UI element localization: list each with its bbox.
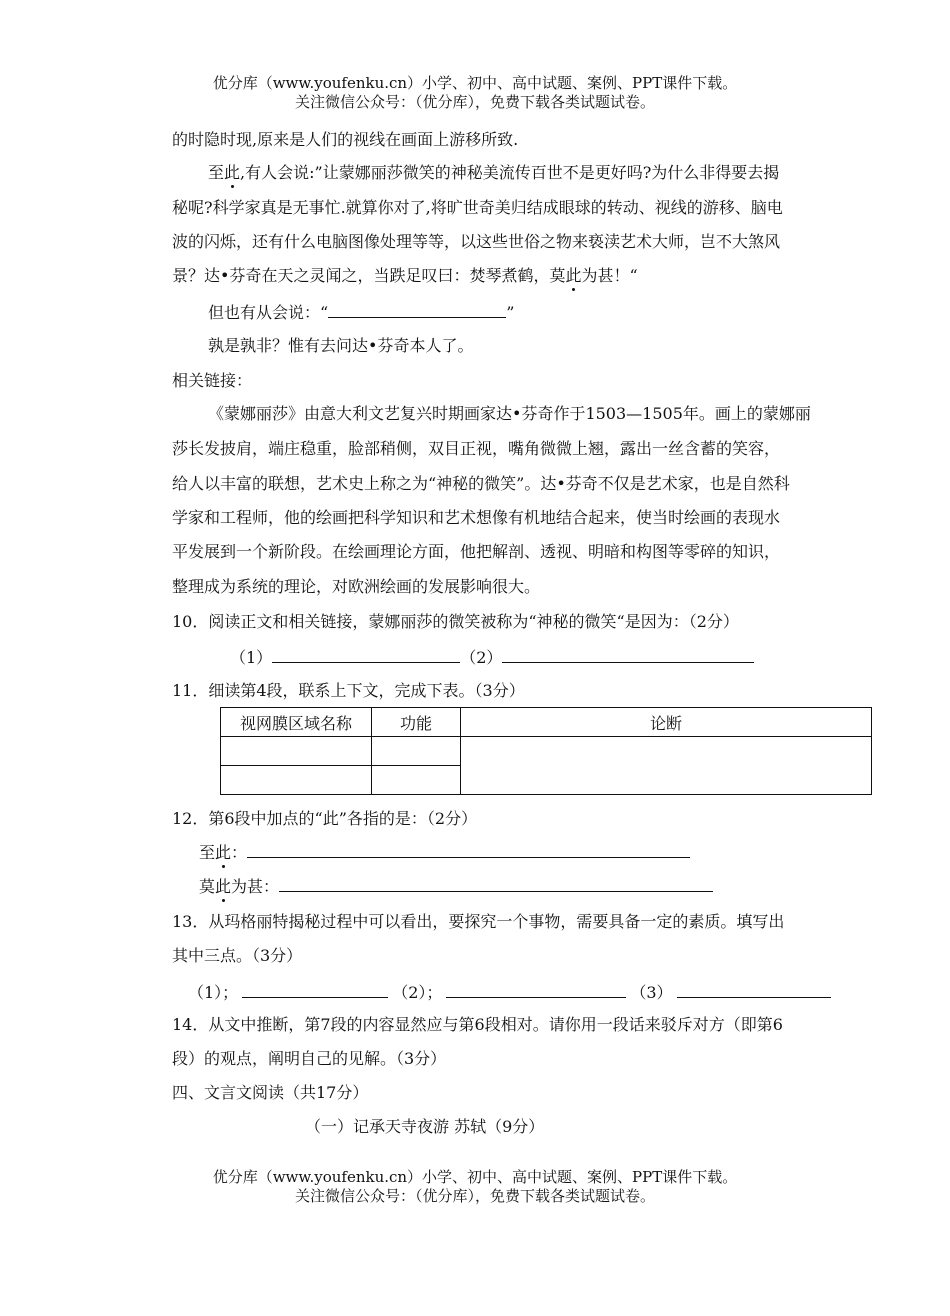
question-13-cont: 其中三点。（3分） [172, 946, 303, 965]
link-title: 相关链接： [172, 371, 253, 390]
link-line: 学家和工程师，他的绘画把科学知识和艺术想像有机地结合起来，使当时绘画的表现水 [172, 508, 781, 527]
footer-line-2: 关注微信公众号：（优分库），免费下载各类试题试卷。 [294, 1187, 655, 1205]
answer-blank[interactable] [446, 981, 626, 998]
table-header: 功能 [372, 708, 461, 737]
question-13: 13．从玛格丽特揭秘过程中可以看出，要探究一个事物，需要具备一定的素质。填写出 [172, 912, 785, 931]
link-line: 整理成为系统的理论，对欧洲绘画的发展影响很大。 [172, 577, 541, 596]
q12-answer-1: 至此： [199, 841, 899, 863]
answer-blank[interactable] [242, 981, 388, 998]
q11-table [220, 707, 872, 795]
table-cell[interactable] [461, 737, 872, 795]
passage-line: 的时隐时现,原来是人们的视线在画面上游移所致. [172, 130, 519, 149]
answer-blank[interactable] [247, 841, 690, 858]
dotted-char: 此 [224, 163, 241, 182]
dotted-char: 此 [215, 843, 232, 862]
q13-blanks: （1）； （2）； （3） [188, 981, 888, 1003]
question-11: 11．细读第4段，联系上下文，完成下表。（3分） [172, 681, 525, 700]
passage-line: 至此,有人会说:”让蒙娜丽莎微笑的神秘美流传百世不是更好吗?为什么非得要去揭 [208, 163, 780, 182]
header-line-2: 关注微信公众号：（优分库），免费下载各类试题试卷。 [294, 93, 655, 111]
dotted-char: 此 [215, 877, 232, 896]
table-cell[interactable] [221, 766, 372, 795]
answer-blank[interactable] [328, 301, 506, 318]
answer-blank[interactable] [677, 981, 831, 998]
table-cell[interactable] [221, 737, 372, 766]
table-cell[interactable] [372, 737, 461, 766]
passage-line: 景？达•芬奇在天之灵闻之，当跌足叹曰：焚琴煮鹤，莫此为甚！“ [172, 266, 638, 285]
passage-line: 孰是孰非？惟有去问达•芬奇本人了。 [208, 336, 474, 355]
question-14-cont: 段）的观点，阐明自己的见解。（3分） [172, 1049, 447, 1068]
link-line: 莎长发披肩，端庄稳重，脸部稍侧，双目正视，嘴角微微上翘，露出一丝含蓄的笑容， [172, 439, 781, 458]
table-header: 论断 [461, 708, 872, 737]
table-cell[interactable] [372, 766, 461, 795]
answer-blank[interactable] [502, 646, 754, 663]
footer-line-1: 优分库（www.youfenku.cn）小学、初中、高中试题、案例、PPT课件下载。 [212, 1168, 738, 1186]
table-header: 视网膜区域名称 [221, 708, 372, 737]
question-10: 10．阅读正文和相关链接，蒙娜丽莎的微笑被称为“神秘的微笑“是因为：（2分） [172, 612, 739, 631]
question-14: 14．从文中推断，第7段的内容显然应与第6段相对。请你用一段话来驳斥对方（即第6 [172, 1015, 783, 1034]
q12-answer-2: 莫此为甚： [199, 875, 899, 897]
passage-line: 波的闪烁，还有什么电脑图像处理等等，以这些世俗之物来亵渎艺术大师，岂不大煞风 [172, 232, 781, 251]
section-title: 四、文言文阅读（共17分） [172, 1083, 369, 1102]
answer-blank[interactable] [279, 875, 713, 892]
q10-blanks: （1） （2） [230, 646, 930, 668]
answer-blank[interactable] [272, 646, 460, 663]
dotted-char: 此 [565, 266, 582, 285]
passage-line: 秘呢?科学家真是无事忙.就算你对了,将旷世奇美归结成眼球的转动、视线的游移、脑电 [172, 198, 783, 217]
header-line-1: 优分库（www.youfenku.cn）小学、初中、高中试题、案例、PPT课件下载。 [212, 74, 738, 92]
link-line: 平发展到一个新阶段。在绘画理论方面，他把解剖、透视、明暗和构图等零碎的知识， [172, 542, 781, 561]
section-subtitle: （一）记承天寺夜游 苏轼（9分） [305, 1117, 545, 1136]
link-line: 给人以丰富的联想，艺术史上称之为“神秘的微笑”。达•芬奇不仅是艺术家，也是自然科 [172, 474, 790, 493]
link-line: 《蒙娜丽莎》由意大利文艺复兴时期画家达•芬奇作于1503—1505年。画上的蒙娜丽 [208, 404, 811, 423]
passage-line: 但也有从会说：“ ” [208, 303, 515, 322]
question-12: 12．第6段中加点的“此”各指的是：（2分） [172, 809, 478, 828]
